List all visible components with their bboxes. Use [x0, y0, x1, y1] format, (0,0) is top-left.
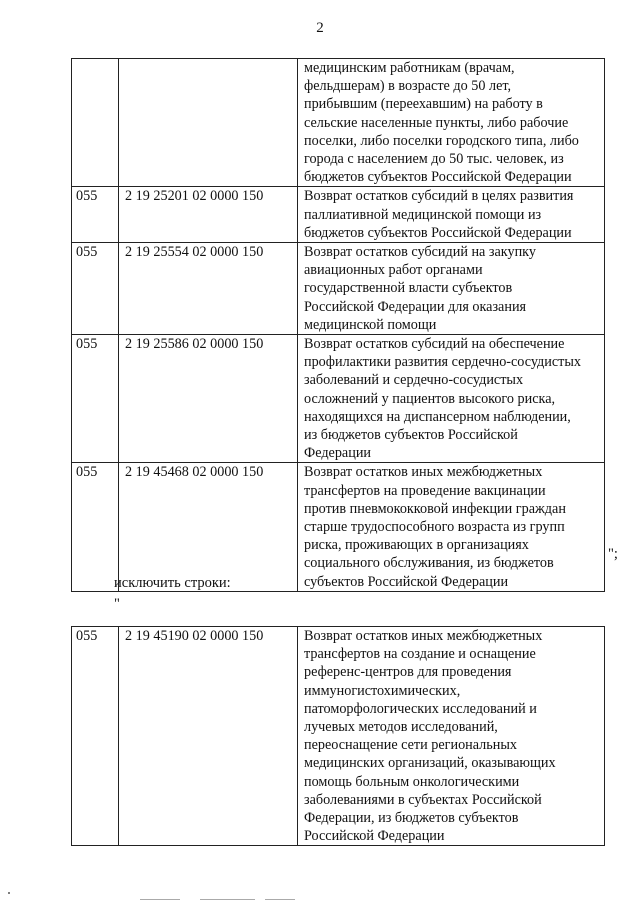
income-name-line: авиационных работ органами	[304, 262, 483, 279]
income-name-cell	[298, 187, 605, 243]
income-name-line: паллиативной медицинской помощи из	[304, 206, 542, 223]
income-name-line: против пневмококковой инфекции граждан	[304, 500, 566, 517]
admin-code-cell	[72, 59, 119, 187]
income-name-line: государственной власти субъектов	[304, 280, 513, 297]
income-name-line: прибывшим (переехавшим) на работу в	[304, 96, 543, 113]
income-name-line: Российской Федерации для оказания	[304, 298, 527, 315]
income-name-line: заболеваний и сердечно-сосудистых	[304, 372, 524, 389]
table-row	[72, 59, 605, 187]
table-row	[72, 187, 605, 243]
income-name-line: трансфертов на создание и оснащение	[304, 646, 536, 663]
income-name-line: патоморфологических исследований и	[304, 700, 537, 717]
income-name-line: референс-центров для проведения	[304, 664, 512, 681]
income-name-line: субъектов Российской Федерации	[304, 573, 509, 590]
excluded-rows-table	[71, 626, 605, 846]
income-name-cell	[298, 59, 605, 187]
budget-classification-code-cell: 2 19 25201 02 0000 150	[119, 187, 298, 243]
budget-classification-code-cell: 2 19 45468 02 0000 150	[119, 463, 298, 591]
admin-code-cell: 055	[72, 243, 119, 335]
budget-classification-code-cell: 2 19 25586 02 0000 150	[119, 335, 298, 463]
income-name-line: иммуногистохимических,	[304, 682, 461, 699]
income-name-cell	[298, 335, 605, 463]
income-name-line: Возврат остатков субсидий на закупку	[304, 244, 536, 261]
budget-classification-code-cell: 2 19 45190 02 0000 150	[119, 627, 298, 846]
income-name-line: сельские населенные пункты, либо рабочие	[304, 114, 569, 131]
income-name-line: бюджетов субъектов Российской Федерации	[304, 169, 572, 186]
income-name-line: социального обслуживания, из бюджетов	[304, 555, 554, 572]
scan-artifact-line	[140, 899, 180, 900]
page-number: 2	[316, 20, 324, 36]
admin-code-cell: 055	[72, 187, 119, 243]
scan-artifact-line	[200, 899, 255, 900]
table-row	[72, 463, 605, 591]
income-name-line: Возврат остатков иных межбюджетных	[304, 628, 543, 644]
income-name-line: поселки, либо поселки городского типа, либо	[304, 132, 579, 149]
income-name-cell	[298, 243, 605, 335]
income-name-line: осложнений у пациентов высокого риска,	[304, 390, 556, 407]
budget-classification-code-cell	[119, 59, 298, 187]
income-name-line: Федерации, из бюджетов субъектов	[304, 810, 519, 827]
admin-code-cell: 055	[72, 335, 119, 463]
income-name-cell	[298, 627, 605, 846]
budget-classification-code-cell: 2 19 25554 02 0000 150	[119, 243, 298, 335]
exclude-rows-instruction: исключить строки:	[114, 575, 231, 591]
income-codes-table	[71, 58, 605, 592]
income-name-line: заболеваниями в субъектах Российской	[304, 791, 542, 808]
closing-quote: ";	[608, 546, 618, 562]
income-name-line: Федерации	[304, 445, 372, 462]
income-name-line: из бюджетов субъектов Российской	[304, 427, 518, 444]
income-name-line: риска, проживающих в организациях	[304, 537, 529, 554]
income-name-line: трансфертов на проведение вакцинации	[304, 482, 546, 499]
income-name-line: помощь больным онкологическими	[304, 773, 520, 790]
income-name-line: медицинской помощи	[304, 316, 437, 333]
admin-code-cell: 055	[72, 463, 119, 591]
income-name-line: находящихся на диспансерном наблюдении,	[304, 408, 571, 425]
income-name-line: фельдшерам) в возрасте до 50 лет,	[304, 78, 512, 95]
income-name-line: профилактики развития сердечно-сосудистых	[304, 354, 581, 371]
income-name-line: Возврат остатков субсидий на обеспечение	[304, 336, 565, 353]
admin-code-cell: 055	[72, 627, 119, 846]
income-name-line: медицинским работникам (врачам,	[304, 60, 515, 76]
income-name-line: Российской Федерации	[304, 828, 445, 845]
scan-artifact-line	[265, 899, 295, 900]
income-name-line: медицинских организаций, оказывающих	[304, 755, 556, 772]
table-row	[72, 627, 605, 846]
income-name-line: лучевых методов исследований,	[304, 719, 498, 736]
table-row	[72, 243, 605, 335]
income-name-line: Возврат остатков субсидий в целях развития	[304, 188, 574, 205]
income-name-line: старше трудоспособного возраста из групп	[304, 519, 565, 536]
opening-quote: "	[114, 596, 120, 612]
income-name-line: бюджетов субъектов Российской Федерации	[304, 224, 572, 241]
income-name-line: переоснащение сети региональных	[304, 737, 517, 754]
income-name-cell	[298, 463, 605, 591]
scan-artifact-dot	[8, 892, 10, 894]
income-name-line: города с населением до 50 тыс. человек, из	[304, 151, 564, 168]
income-name-line: Возврат остатков иных межбюджетных	[304, 464, 543, 481]
table-row	[72, 335, 605, 463]
